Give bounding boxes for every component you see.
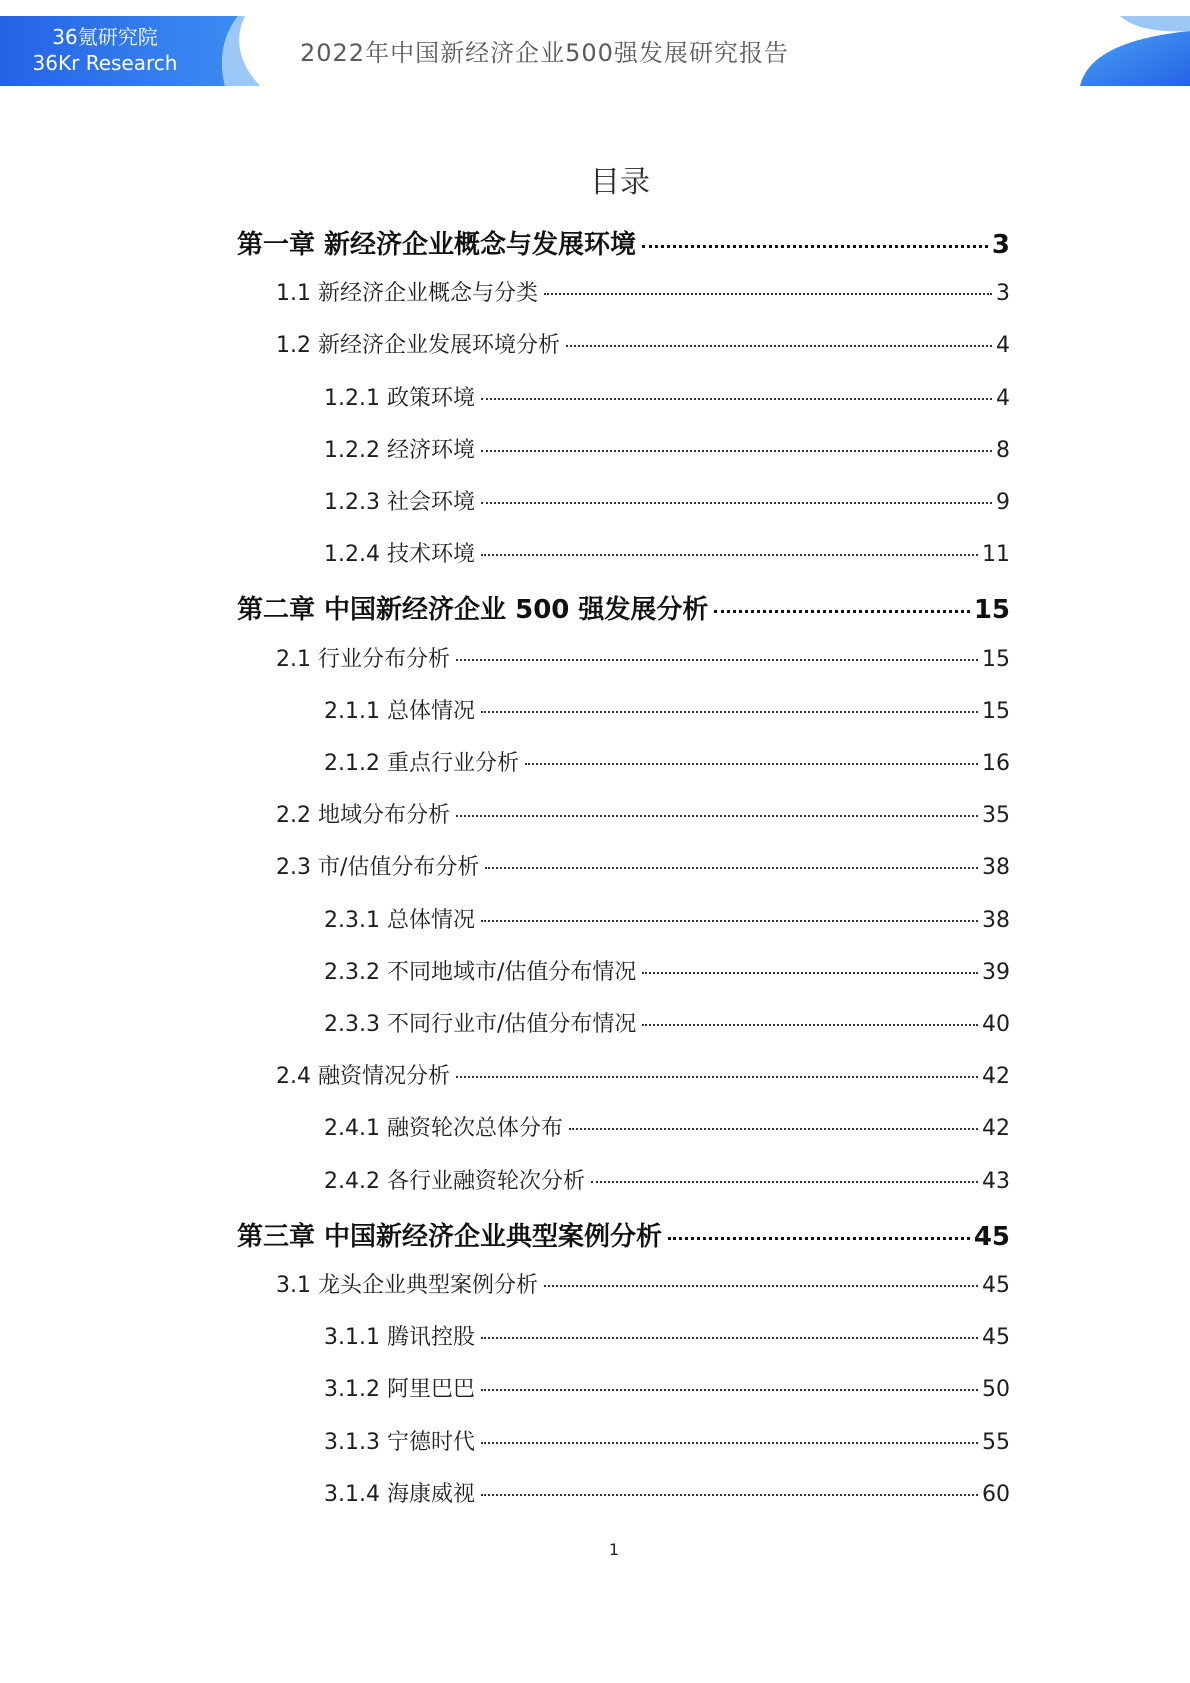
toc-entry-page: 15 bbox=[982, 646, 1010, 672]
toc-entry-page: 4 bbox=[996, 385, 1010, 411]
toc-dot-leader bbox=[544, 1285, 978, 1287]
toc-dot-leader bbox=[481, 1494, 978, 1496]
toc-subsection-entry[interactable] bbox=[324, 903, 1010, 937]
toc-entry-page: 45 bbox=[973, 1221, 1010, 1252]
toc-entry-label: 2.1.1 总体情况 bbox=[324, 698, 475, 724]
toc-entry-label: 2.4 融资情况分析 bbox=[276, 1064, 450, 1090]
toc-entry-page: 11 bbox=[982, 542, 1010, 568]
toc-chapter-entry[interactable] bbox=[237, 1216, 1010, 1250]
toc-subsection-entry[interactable] bbox=[324, 694, 1010, 728]
toc-dot-leader bbox=[569, 1128, 978, 1130]
toc-dot-leader bbox=[591, 1181, 978, 1183]
toc-subsection-entry[interactable] bbox=[324, 1320, 1010, 1354]
toc-entry-label: 3.1.1 腾讯控股 bbox=[324, 1325, 475, 1351]
toc-section-entry[interactable] bbox=[276, 642, 1010, 676]
toc-entry-page: 16 bbox=[982, 751, 1010, 776]
toc-entry-label: 2.4.1 融资轮次总体分布 bbox=[324, 1116, 563, 1142]
toc-dot-leader bbox=[456, 1076, 978, 1078]
toc-dot-leader bbox=[566, 345, 992, 347]
toc-dot-leader bbox=[481, 1389, 978, 1391]
toc-section-entry[interactable] bbox=[276, 798, 1010, 832]
toc-section-entry[interactable] bbox=[276, 1268, 1010, 1302]
toc-dot-leader bbox=[481, 502, 992, 504]
toc-entry-page: 3 bbox=[991, 230, 1010, 260]
toc-dot-leader bbox=[525, 763, 978, 765]
toc-entry-page: 39 bbox=[982, 959, 1010, 985]
toc-dot-leader bbox=[668, 1237, 970, 1240]
toc-subsection-entry[interactable] bbox=[324, 746, 1010, 780]
toc-chapter-entry[interactable] bbox=[237, 589, 1010, 626]
toc-dot-leader bbox=[544, 293, 992, 295]
toc-entry-label: 1.2.2 经济环境 bbox=[324, 437, 475, 463]
toc-entry-page: 8 bbox=[996, 437, 1010, 463]
toc-dot-leader bbox=[481, 711, 978, 713]
toc-entry-label: 2.2 地域分布分析 bbox=[276, 803, 450, 829]
toc-entry-page: 9 bbox=[996, 490, 1010, 515]
toc-section-entry[interactable] bbox=[276, 276, 1010, 310]
toc-heading: 目录 bbox=[590, 165, 650, 200]
toc-entry-label: 2.1 行业分布分析 bbox=[276, 646, 450, 672]
toc-entry-label: 2.1.2 重点行业分析 bbox=[324, 751, 519, 776]
toc-entry-page: 3 bbox=[996, 281, 1010, 307]
toc-entry-page: 15 bbox=[973, 595, 1010, 626]
toc-entry-page: 55 bbox=[982, 1429, 1010, 1455]
report-title: 2022年中国新经济企业500强发展研究报告 bbox=[300, 39, 789, 67]
toc-dot-leader bbox=[481, 1442, 978, 1444]
toc-dot-leader bbox=[642, 972, 978, 974]
toc-entry-page: 45 bbox=[982, 1325, 1010, 1351]
toc-dot-leader bbox=[485, 867, 978, 869]
toc-entry-label: 3.1.2 阿里巴巴 bbox=[324, 1377, 475, 1403]
toc-entry-label: 2.3 市/估值分布分析 bbox=[276, 855, 480, 881]
toc-entry-label: 第二章 中国新经济企业 500 强发展分析 bbox=[237, 595, 709, 626]
toc-entry-label: 3.1.3 宁德时代 bbox=[324, 1429, 475, 1455]
toc-subsection-entry[interactable] bbox=[324, 381, 1010, 415]
toc-dot-leader bbox=[642, 245, 988, 248]
toc-dot-leader bbox=[456, 815, 978, 817]
toc-entry-label: 1.2.3 社会环境 bbox=[324, 490, 475, 515]
toc-chapter-entry[interactable] bbox=[237, 224, 1010, 258]
logo-line-1: 36氪研究院 bbox=[52, 25, 158, 49]
toc-section-entry[interactable] bbox=[276, 1059, 1010, 1093]
toc-entry-label: 1.2.1 政策环境 bbox=[324, 385, 475, 411]
toc-dot-leader bbox=[481, 450, 992, 452]
toc-entry-page: 15 bbox=[982, 698, 1010, 724]
toc-subsection-entry[interactable] bbox=[324, 1007, 1010, 1041]
toc-entry-page: 35 bbox=[982, 803, 1010, 829]
toc-subsection-entry[interactable] bbox=[324, 1425, 1010, 1459]
toc-dot-leader bbox=[642, 1024, 978, 1026]
toc-entry-label: 3.1 龙头企业典型案例分析 bbox=[276, 1273, 538, 1298]
toc-entry-label: 2.4.2 各行业融资轮次分析 bbox=[324, 1168, 585, 1194]
toc-entry-page: 60 bbox=[982, 1481, 1010, 1507]
toc-entry-label: 第一章 新经济企业概念与发展环境 bbox=[237, 230, 637, 260]
toc-entry-page: 38 bbox=[982, 907, 1010, 933]
logo-line-2: 36Kr Research bbox=[32, 51, 178, 75]
toc-entry-page: 43 bbox=[982, 1168, 1010, 1194]
toc-entry-label: 1.2 新经济企业发展环境分析 bbox=[276, 333, 560, 359]
toc-entry-page: 38 bbox=[982, 855, 1010, 881]
toc-entry-label: 2.3.3 不同行业市/估值分布情况 bbox=[324, 1012, 637, 1037]
toc-subsection-entry[interactable] bbox=[324, 1164, 1010, 1198]
toc-subsection-entry[interactable] bbox=[324, 1111, 1010, 1145]
toc-entry-page: 50 bbox=[982, 1377, 1010, 1403]
toc-entry-page: 42 bbox=[982, 1064, 1010, 1090]
toc-subsection-entry[interactable] bbox=[324, 485, 1010, 519]
toc-section-entry[interactable] bbox=[276, 850, 1010, 884]
toc-entry-label: 1.1 新经济企业概念与分类 bbox=[276, 281, 538, 307]
toc-entry-label: 3.1.4 海康威视 bbox=[324, 1481, 475, 1507]
toc-dot-leader bbox=[481, 1337, 978, 1339]
toc-subsection-entry[interactable] bbox=[324, 537, 1010, 571]
toc-subsection-entry[interactable] bbox=[324, 433, 1010, 467]
toc-dot-leader bbox=[456, 659, 978, 661]
toc-entry-label: 2.3.1 总体情况 bbox=[324, 907, 475, 933]
toc-entry-label: 第三章 中国新经济企业典型案例分析 bbox=[237, 1221, 663, 1252]
toc-entry-page: 42 bbox=[982, 1116, 1010, 1142]
toc-dot-leader bbox=[481, 398, 992, 400]
toc-subsection-entry[interactable] bbox=[324, 1477, 1010, 1511]
toc-entry-label: 2.3.2 不同地域市/估值分布情况 bbox=[324, 959, 637, 985]
toc-entry-page: 4 bbox=[996, 333, 1010, 359]
toc-section-entry[interactable] bbox=[276, 328, 1010, 362]
page-number: 1 bbox=[608, 1540, 620, 1559]
toc-dot-leader bbox=[481, 554, 978, 556]
toc-dot-leader bbox=[481, 920, 978, 922]
toc-subsection-entry[interactable] bbox=[324, 1372, 1010, 1406]
toc-entry-label: 1.2.4 技术环境 bbox=[324, 542, 475, 568]
toc-dot-leader bbox=[714, 610, 969, 613]
toc-entry-page: 40 bbox=[982, 1012, 1010, 1037]
toc-subsection-entry[interactable] bbox=[324, 955, 1010, 989]
toc-entry-page: 45 bbox=[982, 1273, 1010, 1298]
